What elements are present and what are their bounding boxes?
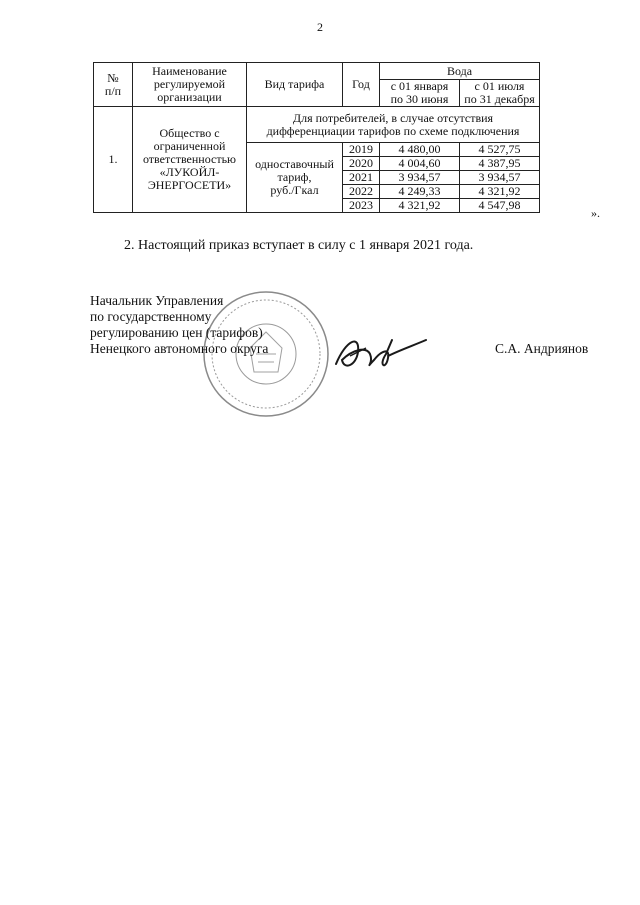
consumer-note: Для потребителей, в случае отсутствия дифференциации тарифов по схеме подключения — [247, 107, 540, 143]
header-first-half: с 01 января по 30 июня — [380, 80, 460, 107]
header-year: Год — [343, 63, 380, 107]
header-organization: Наименование регулируемой организации — [133, 63, 247, 107]
header-water: Вода — [380, 63, 540, 80]
header-tariff-type: Вид тарифа — [247, 63, 343, 107]
year-cell: 2020 — [343, 157, 380, 171]
value-first-half: 4 249,33 — [380, 185, 460, 199]
signatory-title-line: Начальник Управления — [90, 293, 224, 308]
organization-name: Общество с ограниченной ответственностью «ЛУКОЙЛ- ЭНЕРГОСЕТИ» — [133, 107, 247, 213]
signatory-name: С.А. Андриянов — [495, 341, 589, 356]
row-number: 1. — [94, 107, 133, 213]
clause-2: 2. Настоящий приказ вступает в силу с 1 января 2021 года. — [124, 238, 474, 253]
year-cell: 2023 — [343, 199, 380, 213]
signatory-title — [90, 293, 268, 357]
value-first-half: 4 004,60 — [380, 157, 460, 171]
signatory-title-line: по государственному — [90, 309, 212, 324]
signatory-title-line: регулированию цен (тарифов) — [90, 325, 263, 340]
page-number: 2 — [317, 20, 323, 34]
value-first-half: 4 480,00 — [380, 143, 460, 157]
tariff-type: одноставочный тариф, руб./Гкал — [247, 143, 343, 213]
value-first-half: 4 321,92 — [380, 199, 460, 213]
value-second-half: 3 934,57 — [460, 171, 540, 185]
header-no: № п/п — [94, 63, 133, 107]
value-second-half: 4 527,75 — [460, 143, 540, 157]
signatory-title-line: Ненецкого автономного округа — [90, 341, 269, 356]
value-first-half: 3 934,57 — [380, 171, 460, 185]
closing-quote: ». — [591, 206, 600, 220]
year-cell: 2019 — [343, 143, 380, 157]
value-second-half: 4 547,98 — [460, 199, 540, 213]
header-second-half: с 01 июля по 31 декабря — [460, 80, 540, 107]
year-cell: 2021 — [343, 171, 380, 185]
value-second-half: 4 387,95 — [460, 157, 540, 171]
year-cell: 2022 — [343, 185, 380, 199]
handwritten-signature — [330, 320, 430, 380]
value-second-half: 4 321,92 — [460, 185, 540, 199]
tariff-table — [93, 62, 540, 213]
